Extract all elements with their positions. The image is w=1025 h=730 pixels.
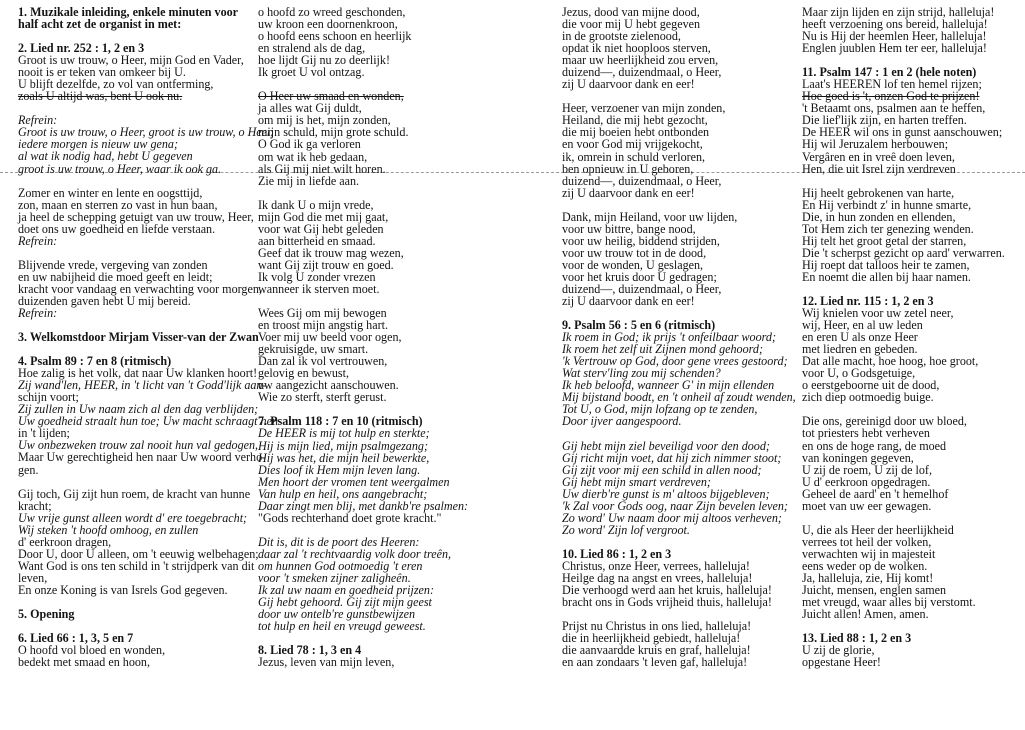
text-line: ja alles wat Gij duldt, [258,101,362,116]
text-line: U, die als Heer der heerlijkheid [802,522,954,537]
text-line: En noemt die allen bij haar namen. [802,269,971,284]
text-line: wanneer ik sterven moet. [258,281,380,296]
text-line: Hij roept dat talloos heir te zamen, [802,257,970,272]
text-line: o hoofd zo wreed geschonden, [258,5,406,19]
text-line: tot priesters hebt verheven [802,426,930,441]
line-spacer [802,512,1022,524]
text-line: om hunnen God ootmoedig 't eren [258,558,423,573]
text-line: zich diep ootmoedig buige. [802,390,934,405]
text-line: zij U daarvoor dank en eer! [562,294,695,309]
text-line: o hoofd eens schoon en heerlijk [258,29,412,44]
text-line: doet ons uw goedheid en liefde verstaan. [18,221,216,236]
text-line: Gij richt mijn voet, dat hij zich nimmer stoot; [562,450,782,465]
column-2 [258,6,523,668]
text-line: opgestane Heer! [802,655,881,670]
text-line: ik, omrein in schuld verloren, [562,149,706,164]
section-heading: 13. Lied 88 : 1, 2 en 3 [802,631,912,646]
text-line: De HEER wil ons in gunst aanschouwen; [802,125,1003,140]
text-line: iedere morgen is nieuw uw gena; [18,137,178,152]
text-line: Jezus, dood van mijne dood, [562,5,700,19]
text-line: Uw vrije gunst alleen wordt d' ere toegebracht; [18,510,248,525]
section-heading: 3. Welkomstdoor Mirjam Visser-van der Zwan [18,330,259,345]
text-line: Nu is Hij der heemlen Heer, halleluja! [802,29,987,44]
section-heading: 12. Lied nr. 115 : 1, 2 en 3 [802,293,934,308]
text-line: en voor God mij vrijgekocht, [562,137,703,152]
text-line: U zij de glorie, [802,643,875,658]
text-line: Refrein: [18,113,58,128]
text-line: voor de wonden, U geslagen, [562,257,704,272]
text-line: gen. [18,462,39,477]
text-line: om mij is het, mijn zonden, [258,113,391,128]
text-line: zon, maan en sterren zo vast in hun baan, [18,197,218,212]
text-line: Die, in hun zonden en ellenden, [802,209,956,224]
text-line: opdat ik niet hooploos sterven, [562,41,711,56]
text-line: Hen, die uit Isrel zijn verdreven [802,161,956,176]
text-line: duizend—, duizendmaal, o Heer, [562,65,722,80]
text-line: ben opnieuw in U geboren, [562,161,694,176]
text-line: Daar zingt men blij, met dankb're psalmen: [258,498,469,513]
text-line: zij U daarvoor dank en eer! [562,185,695,200]
text-line: "Gods rechterhand doet grote kracht." [258,510,442,525]
text-line: nooit is er teken van omkeer bij U. [18,65,186,80]
section-heading: 9. Psalm 56 : 5 en 6 (ritmisch) [562,318,716,333]
text-line: En Hij verbindt z' in hunne smarte, [802,197,972,212]
text-line: met vreugd, waar alles bij verstomt. [802,595,976,610]
text-line: Ik zal uw naam en goedheid prijzen: [258,583,435,598]
text-line: Uw onbezweken trouw zal nooit hun val gedogen, [18,438,259,453]
text-line: Gij toch, Gij zijt hun roem, de kracht van hunne [18,486,251,501]
column-1 [18,5,278,670]
text-line: Wij knielen voor uw zetel neer, [802,306,954,321]
text-line: duizenden gaven hebt U mij bereid. [18,293,191,308]
text-line: o eerstgeboorne uit de dood, [802,378,940,393]
text-line: Zomer en winter en lente en oogsttijd, [18,185,203,200]
text-line: zij U daarvoor dank en eer! [562,77,695,92]
text-line: leven, [18,570,48,585]
text-line: Wie zo sterft, sterft gerust. [258,390,387,405]
text-line: want Gij zijt trouw en goed. [258,257,394,272]
text-line: Dan zal ik vol vertrouwen, [258,354,388,369]
text-line: Ik dank U o mijn vrede, [258,197,374,212]
text-line: voor wat Gij hebt geleden [258,221,384,236]
text-line: Refrein: [18,305,58,320]
text-line: Zo word' Zijn lof vergroot. [562,522,690,537]
section-heading: 8. Lied 78 : 1, 3 en 4 [258,643,362,658]
text-line: Christus, onze Heer, verrees, halleluja! [562,558,750,573]
text-line: en uw nabijheid die moed geeft en leidt; [18,269,213,284]
text-line: door uw ontelb're gunstbewijzen [258,607,416,622]
text-line: voor uw heilig, biddend strijden, [562,233,720,248]
text-line: Ik roem in God; ik prijs 't onfeilbaar woord; [562,330,776,345]
text-line: en eren U als onze Heer [802,330,918,345]
text-line: Wat sterv'ling zou mij schenden? [562,366,721,381]
text-line: gelovig en bewust, [258,366,350,381]
section-heading: 4. Psalm 89 : 7 en 8 (ritmisch) [18,354,172,369]
text-line: Zij wand'len, HEER, in 't licht van 't Godd'lijk aan- [18,378,267,393]
text-line: Tot Hem zich ter genezing wenden. [802,221,974,236]
text-line: O hoofd vol bloed en wonden, [18,643,166,658]
text-line: en troost mijn angstig hart. [258,318,388,333]
text-line: Van hulp en heil, ons aangebracht; [258,486,428,501]
text-line: Hij heelt gebrokenen van harte, [802,185,955,200]
text-line: Door ijver aangespoord. [562,414,682,429]
text-line: Heer, verzoener van mijn zonden, [562,101,726,116]
text-line: voor 't smeken zijner zaligheên. [258,570,411,585]
text-line: eens weder op de wolken. [802,558,928,573]
line-spacer [18,247,253,259]
text-line: Gij zijt voor mij een schild in allen nood; [562,462,762,477]
text-line: d' eerkroon dragen, [18,534,112,549]
text-line: in 't lijden; [18,426,70,441]
text-line: Geheel de aard' en 't hemelhof [802,486,949,501]
text-line: Uw goedheid straalt hun toe; Uw macht schraagt hen [18,414,278,429]
text-line: Wij steken 't hoofd omhoog, en zullen [18,522,199,537]
text-line: heeft verzoening ons bereid, halleluja! [802,17,988,32]
column-3 [562,6,802,668]
section-heading: 10. Lied 86 : 1, 2 en 3 [562,546,672,561]
text-line: maar uw heerlijkheid zou erven, [562,53,719,68]
text-line: en aan zondaars 't leven gaf, halleluja! [562,655,748,670]
text-line: Zo word' Uw naam door mij altoos verheven; [562,510,782,525]
line-spacer [18,175,253,187]
text-line: Dit is, dit is de poort des Heeren: [258,534,420,549]
text-line: Maar zijn lijden en zijn strijd, halleluja! [802,5,995,19]
text-line: Voer mij uw beeld voor ogen, [258,330,402,345]
text-line: Hij wil Jeruzalem herbouwen; [802,137,949,152]
text-line: Ik volg U zonder vrezen [258,269,376,284]
text-line: Gij hebt gehoord. Gij zijt mijn geest [258,595,432,610]
text-line: Dies loof ik Hem mijn leven lang. [258,462,421,477]
text-line: ja heel de schepping getuigt van uw trouw, Heer, [18,209,254,224]
text-line: Men hoort der vromen tent weergalmen [258,474,450,489]
text-line: als Gij mij niet wilt horen. [258,161,386,176]
text-line: Hij is mijn lied, mijn psalmgezang; [258,438,428,453]
text-line: O God ik ga verloren [258,137,361,152]
text-line: schijn voort; [18,390,79,405]
text-line: O Heer uw smaad en wonden, [258,89,404,104]
text-line: Hoe zalig is het volk, dat naar Uw klanken hoort! [18,366,258,381]
text-line: Ik roem het zelf uit Zijnen mond gehoord; [562,342,763,357]
text-line: Laat's HEEREN lof ten hemel rijzen; [802,77,982,92]
text-line: Ik groet U vol ontzag. [258,65,365,80]
text-line: Heilge dag na angst en vrees, halleluja! [562,570,753,585]
text-line: Gij hebt mijn ziel beveiligd voor den dood; [562,438,770,453]
text-line: Wees Gij om mij bewogen [258,306,387,321]
text-line: U blijft dezelfde, zo vol van ontferming, [18,77,214,92]
line-spacer [802,175,1022,187]
line-spacer [562,199,802,211]
text-line: Die 't scherpst gezicht op aard' verwarren. [802,245,1005,260]
text-line: U zij de roem, U zij de lof, [802,462,932,477]
text-line: zoals U altijd was, bent U ook nu. [18,89,183,104]
text-line: Zie mij in liefde aan. [258,173,360,188]
text-line: tot hulp en heil en vreugd geweest. [258,619,426,634]
text-line: Die ons, gereinigd door uw bloed, [802,414,967,429]
text-line: Groot is uw trouw, o Heer, mijn God en Vader, [18,53,244,68]
text-line: verwachten wij in majesteit [802,546,936,561]
text-line: om wat ik heb gedaan, [258,149,368,164]
text-line: wij, Heer, en al uw leden [802,318,923,333]
section-heading: 5. Opening [18,606,75,621]
text-line: Uw dierb're gunst is m' altoos bijgebleven; [562,486,770,501]
text-line: bedekt met smaad en hoon, [18,655,150,670]
text-line: De HEER is mij tot hulp en sterkte; [258,426,430,441]
text-line: kracht; [18,498,52,513]
text-line: hoe lijdt Gij nu zo deerlijk! [258,53,390,68]
text-line: moet van uw eer gewagen. [802,498,932,513]
text-line: duizend—, duizendmaal, o Heer, [562,173,722,188]
text-line: kracht voor vandaag en verwachting voor morgen, [18,281,262,296]
text-line: uw aangezicht aanschouwen. [258,378,399,393]
text-line: Blijvende vrede, vergeving van zonden [18,257,208,272]
text-line: van koningen gegeven, [802,450,914,465]
text-line: Zij zullen in Uw naam zich al den dag verblijden; [18,402,259,417]
text-line: met liedren en gebeden. [802,342,918,357]
text-line: daar zal 't rechtvaardig volk door treên, [258,546,452,561]
text-line: duizend—, duizendmaal, o Heer, [562,281,722,296]
text-line: Die verhoogd werd aan het kruis, halleluja! [562,583,772,598]
column-4 [802,6,1022,668]
text-line: Ik heb beloofd, wanneer G' in mijn ellenden [562,378,775,393]
text-line: Dank, mijn Heiland, voor uw lijden, [562,209,738,224]
text-line: verrees tot heil der volken, [802,534,932,549]
text-line: Heiland, die mij hebt gezocht, [562,113,708,128]
text-line: 'k Vertrouw op God, door gene vrees gestoord; [562,354,788,369]
section-heading: 2. Lied nr. 252 : 1, 2 en 3 [18,41,145,56]
text-line: Groot is uw trouw, o Heer, groot is uw trouw, o Heer, [18,125,274,140]
section-heading: 6. Lied 66 : 1, 3, 5 en 7 [18,631,134,646]
text-line: Prijst nu Christus in ons lied, halleluja! [562,619,752,634]
text-line: en ons de hoge rang, de moed [802,438,947,453]
line-spacer [18,476,253,488]
text-line: Dat alle macht, hoe hoog, hoe groot, [802,354,979,369]
section-heading: 7. Psalm 118 : 7 en 10 (ritmisch) [258,414,423,429]
text-line: die aanvaardde kruis en graf, halleluja! [562,643,751,658]
text-line: gekruisigde, uw smart. [258,342,369,357]
text-line: U d' eerkroon opgedragen. [802,474,931,489]
text-line: 't Betaamt ons, psalmen aan te heffen, [802,101,986,116]
text-line: al wat ik nodig had, hebt U gegeven [18,149,193,164]
text-line: in de grootste zielenood, [562,29,681,44]
text-line: mijn schuld, mijn grote schuld. [258,125,409,140]
text-line: 'k Zal voor Gods oog, naar Zijn bevelen leven; [562,498,788,513]
text-line: En onze Koning is van Isrels God gegeven. [18,582,228,597]
text-line: Hij was het, die mijn heil bewerkte, [258,450,430,465]
text-line: Maar Uw gerechtigheid hen naar Uw woord verho- [18,450,267,465]
text-line: Ja, halleluja, zie, Hij komt! [802,570,934,585]
text-line: Vergâren en in vreê doen leven, [802,149,955,164]
text-line: Gij hebt mijn smart verdreven; [562,474,711,489]
text-line: en stralend als de dag, [258,41,366,56]
text-line: Englen juublen Hem ter eer, halleluja! [802,41,987,56]
text-line: Die lief'lijk zijn, en harten treffen. [802,113,967,128]
text-line: voor U, o Godsgetuige, [802,366,916,381]
text-line: die voor mij U hebt gegeven [562,17,701,32]
text-line: die mij boeien hebt ontbonden [562,125,710,140]
text-line: aan bitterheid en smaad. [258,233,376,248]
text-line: Hoe goed is 't, onzen God te prijzen! [802,89,980,104]
text-line: Want God is ons ten schild in 't strijdperk van dit [18,558,255,573]
line-spacer [562,428,802,440]
text-line: voor uw trouw tot in de dood, [562,245,707,260]
text-line: die in heerlijkheid gebiedt, halleluja! [562,631,741,646]
text-line: Tot U, o God, mijn lofzang op te zenden, [562,402,758,417]
section-heading: 11. Psalm 147 : 1 en 2 (hele noten) [802,65,977,80]
text-line: Geef dat ik trouw mag wezen, [258,245,404,260]
text-line: voor uw bittre, bange nood, [562,221,696,236]
text-line: Juicht, mensen, englen samen [802,583,947,598]
text-line: Refrein: [18,233,58,248]
text-line: Juicht allen! Amen, amen. [802,607,929,622]
section-heading: 1. Muzikale inleiding, enkele minuten voor [18,5,239,19]
text-line: mijn God die met mij gaat, [258,209,389,224]
text-line: Jezus, leven van mijn leven, [258,655,395,670]
text-line: Hij telt het groot getal der starren, [802,233,967,248]
text-line: voor het kruis door U gedragen; [562,269,717,284]
text-line: uw kroon een doornenkroon, [258,17,398,32]
text-line: bracht ons in Gods vrijheid thuis, halleluja! [562,595,772,610]
line-spacer [258,187,523,199]
section-heading: half acht zet de organist in met: [18,17,182,32]
text-line: Mij bijstand boodt, en 't onheil af zoudt wenden, [562,390,796,405]
text-line: Door U, door U alleen, om 't eeuwig welbehagen; [18,546,259,561]
text-line: groot is uw trouw, o Heer, waar ik ook ga. [18,161,222,176]
